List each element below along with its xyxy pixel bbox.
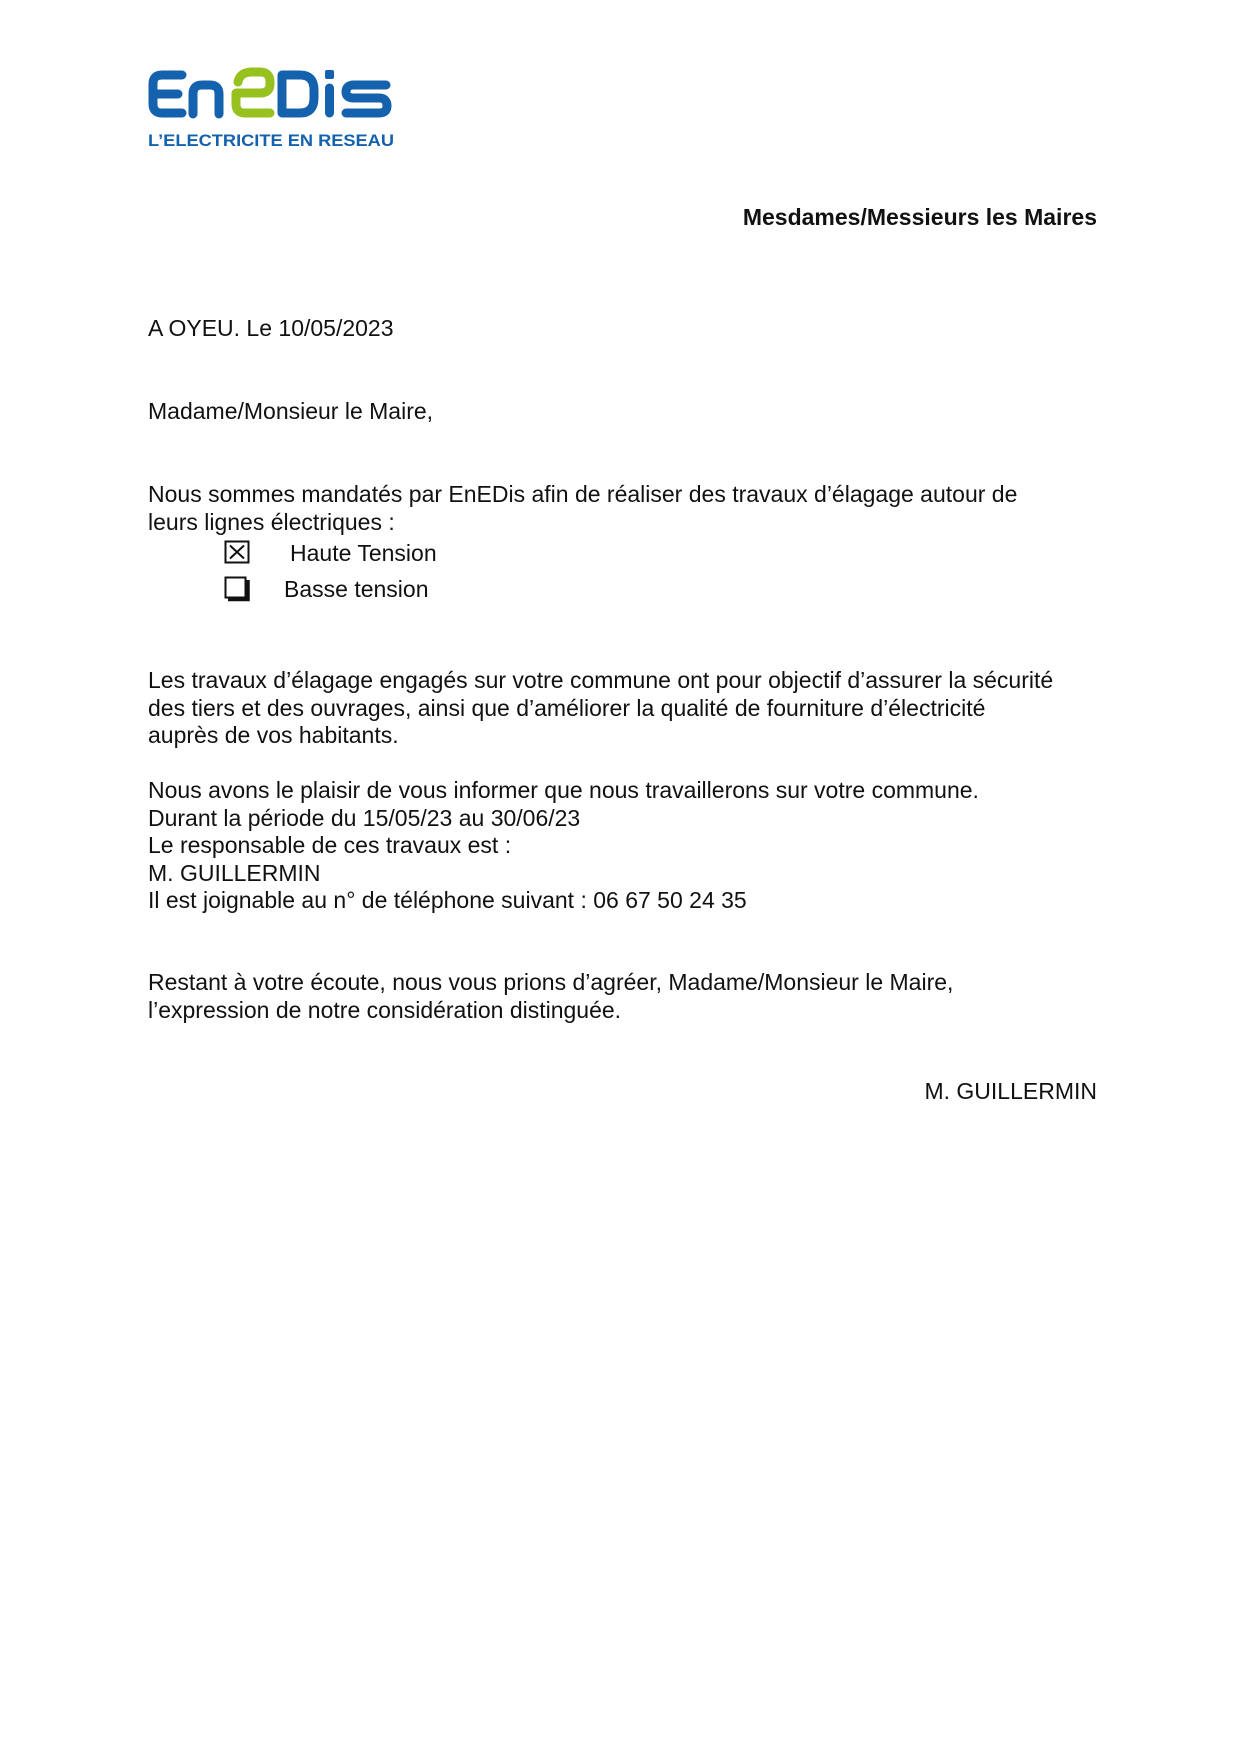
option-label: Basse tension	[284, 576, 429, 602]
option-label: Haute Tension	[290, 540, 437, 566]
enedis-logo	[148, 68, 396, 158]
paragraph-line: Nous sommes mandatés par EnEDis afin de réaliser des travaux d’élagage autour de	[148, 481, 1018, 507]
paragraph-closing	[148, 969, 953, 1024]
paragraph-line: des tiers et des ouvrages, ainsi que d’améliorer la qualité de fourniture d’électricité	[148, 694, 986, 721]
paragraph-line: leurs lignes électriques :	[148, 508, 395, 535]
salutation: Madame/Monsieur le Maire,	[148, 398, 434, 424]
paragraph-line: Nous avons le plaisir de vous informer que nous travaillerons sur votre commune.	[148, 777, 979, 803]
logo-tagline: L’ELECTRICITE EN RESEAU	[148, 131, 394, 150]
checkbox-checked-icon	[224, 540, 250, 566]
paragraph-line: l’expression de notre considération distinguée.	[148, 996, 622, 1023]
period-line: Durant la période du 15/05/23 au 30/06/23	[148, 804, 581, 831]
paragraph-objective	[148, 667, 1053, 750]
paragraph-schedule	[148, 777, 979, 915]
responsible-name: M. GUILLERMIN	[148, 859, 321, 886]
signature-name: M. GUILLERMIN	[924, 1078, 1097, 1104]
paragraph-line: Le responsable de ces travaux est :	[148, 832, 512, 858]
recipient-line: Mesdames/Messieurs les Maires	[742, 204, 1097, 230]
paragraph-line: Les travaux d’élagage engagés sur votre commune ont pour objectif d’assurer la sécurité	[148, 667, 1054, 693]
paragraph-mandate	[148, 481, 1017, 536]
place-date: A OYEU. Le 10/05/2023	[148, 315, 394, 341]
checkbox-empty-icon	[224, 576, 250, 602]
paragraph-line: auprès de vos habitants.	[148, 722, 399, 748]
paragraph-line: Restant à votre écoute, nous vous prions d’agréer, Madame/Monsieur le Maire,	[148, 969, 954, 995]
phone-line: Il est joignable au n° de téléphone suivant : 06 67 50 24 35	[148, 887, 747, 913]
